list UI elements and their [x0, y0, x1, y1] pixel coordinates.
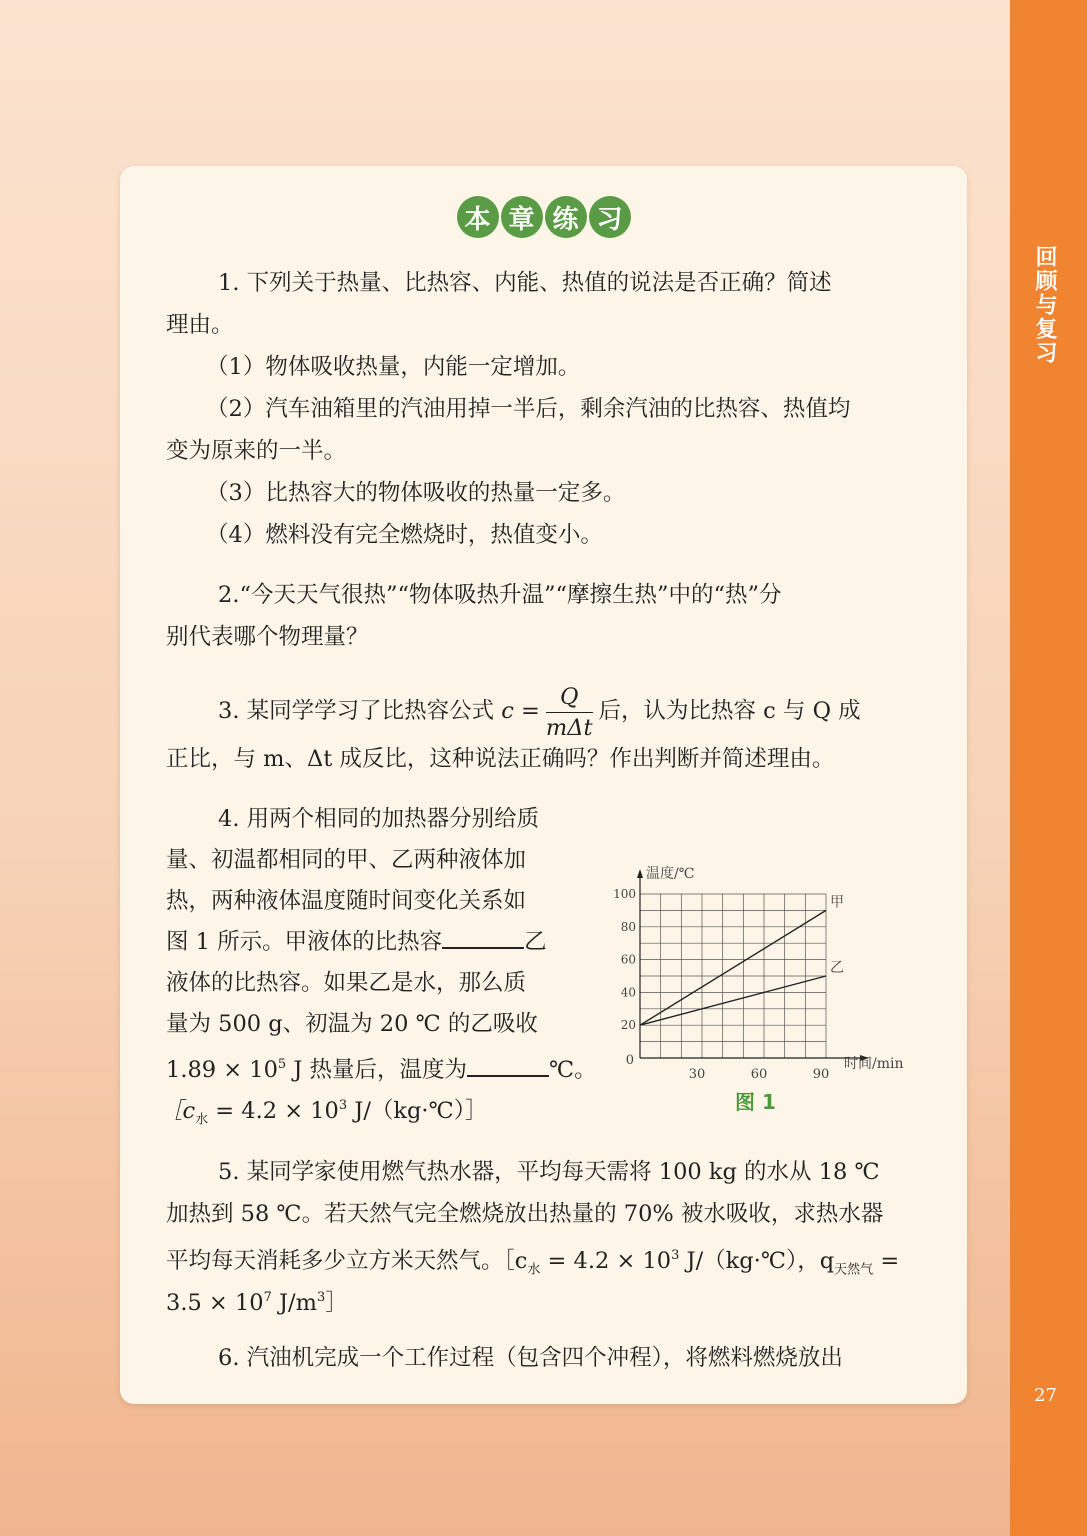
y-tick-label: 60 — [620, 952, 636, 967]
q1-item3: （3）比热容大的物体吸收的热量一定多。 — [206, 480, 626, 506]
y-axis-label: 温度/℃ — [646, 866, 695, 882]
q1-item2b: 变为原来的一半。 — [166, 438, 347, 464]
q5-line3b: = 4.2 × 10 — [540, 1248, 672, 1274]
exponent: 3 — [316, 1290, 326, 1305]
exercise-card — [120, 166, 967, 1404]
title-char: 本 — [457, 196, 499, 238]
figure-caption: 图 1 — [735, 1090, 776, 1114]
q4-line8 — [160, 1085, 488, 1142]
answer-blank — [467, 1057, 549, 1077]
q1-item1: （1）物体吸收热量，内能一定增加。 — [206, 354, 581, 380]
q4-line3: 热，两种液体温度随时间变化关系如 — [166, 888, 527, 914]
x-tick-label: 60 — [750, 1067, 768, 1082]
q5-line3a: 平均每天消耗多少立方米天然气。［c — [166, 1248, 528, 1274]
q1-item4: （4）燃料没有完全燃烧时，热值变小。 — [206, 522, 603, 548]
y-tick-label: 20 — [620, 1018, 636, 1033]
q4-line6: 量为 500 g、初温为 20 ℃ 的乙吸收 — [166, 1011, 538, 1037]
temperature-time-chart — [610, 806, 930, 1096]
q3-line1 — [218, 678, 861, 744]
q4-line7c: ℃。 — [549, 1057, 597, 1083]
x-axis-label: 时间/min — [844, 1056, 904, 1072]
subscript: 天然气 — [834, 1262, 874, 1278]
q1-line2: 理由。 — [166, 312, 234, 338]
y-tick-label: 40 — [620, 985, 636, 1000]
q4-line4 — [166, 921, 547, 963]
side-tab-label: 回顾与复习 — [1032, 245, 1058, 365]
series-label: 乙 — [830, 960, 844, 976]
q4-line8b: = 4.2 × 10 — [208, 1098, 339, 1124]
q2-line1: 2.“今天天气很热”“物体吸热升温”“摩擦生热”中的“热”分 — [218, 582, 782, 608]
q4-line2: 量、初温都相同的甲、乙两种液体加 — [166, 847, 527, 873]
x-tick-label: 30 — [688, 1067, 706, 1082]
q3-line2: 正比，与 m、Δt 成反比，这种说法正确吗？作出判断并简述理由。 — [166, 746, 835, 772]
q4-line7a: 1.89 × 10 — [166, 1057, 278, 1083]
subscript: 水 — [527, 1262, 541, 1278]
series-line — [640, 976, 826, 1025]
formula-denominator: mΔt — [545, 714, 593, 741]
q5-line4b: J/m — [271, 1290, 317, 1316]
chart-svg — [610, 806, 930, 1096]
q4-line8a: ［c — [160, 1098, 196, 1124]
formula-numerator: Q — [546, 682, 593, 713]
q1-item2a: （2）汽车油箱里的汽油用掉一半后，剩余汽油的比热容、热值均 — [206, 396, 851, 422]
subscript: 水 — [195, 1112, 209, 1128]
q5-line4 — [166, 1277, 348, 1324]
exponent: 3 — [671, 1248, 680, 1263]
q4-line1: 4. 用两个相同的加热器分别给质 — [218, 806, 540, 832]
x-tick-label: 90 — [812, 1067, 830, 1082]
q2-line2: 别代表哪个物理量？ — [166, 624, 369, 650]
y-axis-arrow — [637, 869, 643, 878]
q5-line2: 加热到 58 ℃。若天然气完全燃烧放出热量的 70% 被水吸收，求热水器 — [166, 1201, 884, 1227]
chapter-side-tab — [1010, 0, 1087, 1536]
q4-line7 — [166, 1044, 597, 1091]
q1-line1: 1. 下列关于热量、比热容、内能、热值的说法是否正确？简述 — [218, 270, 832, 296]
q5-line4c: ］ — [325, 1290, 348, 1316]
q5-line3d: = — [873, 1248, 900, 1274]
q5-line1: 5. 某同学家使用燃气热水器，平均每天需将 100 kg 的水从 18 ℃ — [218, 1159, 880, 1185]
q4-line7b: J 热量后，温度为 — [286, 1057, 467, 1083]
q5-line3c: J/（kg·℃），q — [679, 1248, 835, 1274]
title-char: 章 — [501, 196, 543, 238]
q5-line4a: 3.5 × 10 — [166, 1290, 264, 1316]
exponent: 5 — [277, 1057, 287, 1072]
series-line — [640, 910, 826, 1025]
q4-line4b: 乙 — [524, 929, 547, 955]
q4-line8c: J/（kg·℃）］ — [347, 1098, 488, 1124]
title-char: 习 — [589, 196, 631, 238]
q4-line5: 液体的比热容。如果乙是水，那么质 — [166, 970, 527, 996]
origin-label: 0 — [625, 1053, 634, 1068]
exponent: 3 — [338, 1098, 348, 1113]
answer-blank — [442, 929, 524, 949]
title-char: 练 — [545, 196, 587, 238]
q3-post: 后，认为比热容 c 与 Q 成 — [598, 698, 861, 724]
exponent: 7 — [263, 1290, 272, 1305]
q6-line1: 6. 汽油机完成一个工作过程（包含四个冲程），将燃料燃烧放出 — [218, 1345, 843, 1371]
page-number: 27 — [1034, 1385, 1057, 1406]
y-tick-label: 80 — [620, 919, 636, 934]
formula-lhs: c = — [501, 698, 540, 724]
q4-line4a: 图 1 所示。甲液体的比热容 — [166, 929, 443, 955]
y-tick-label: 100 — [613, 887, 636, 901]
series-label: 甲 — [830, 894, 844, 911]
q3-pre: 3. 某同学学习了比热容公式 — [218, 698, 502, 724]
specific-heat-formula — [546, 682, 593, 743]
section-title — [120, 196, 967, 238]
